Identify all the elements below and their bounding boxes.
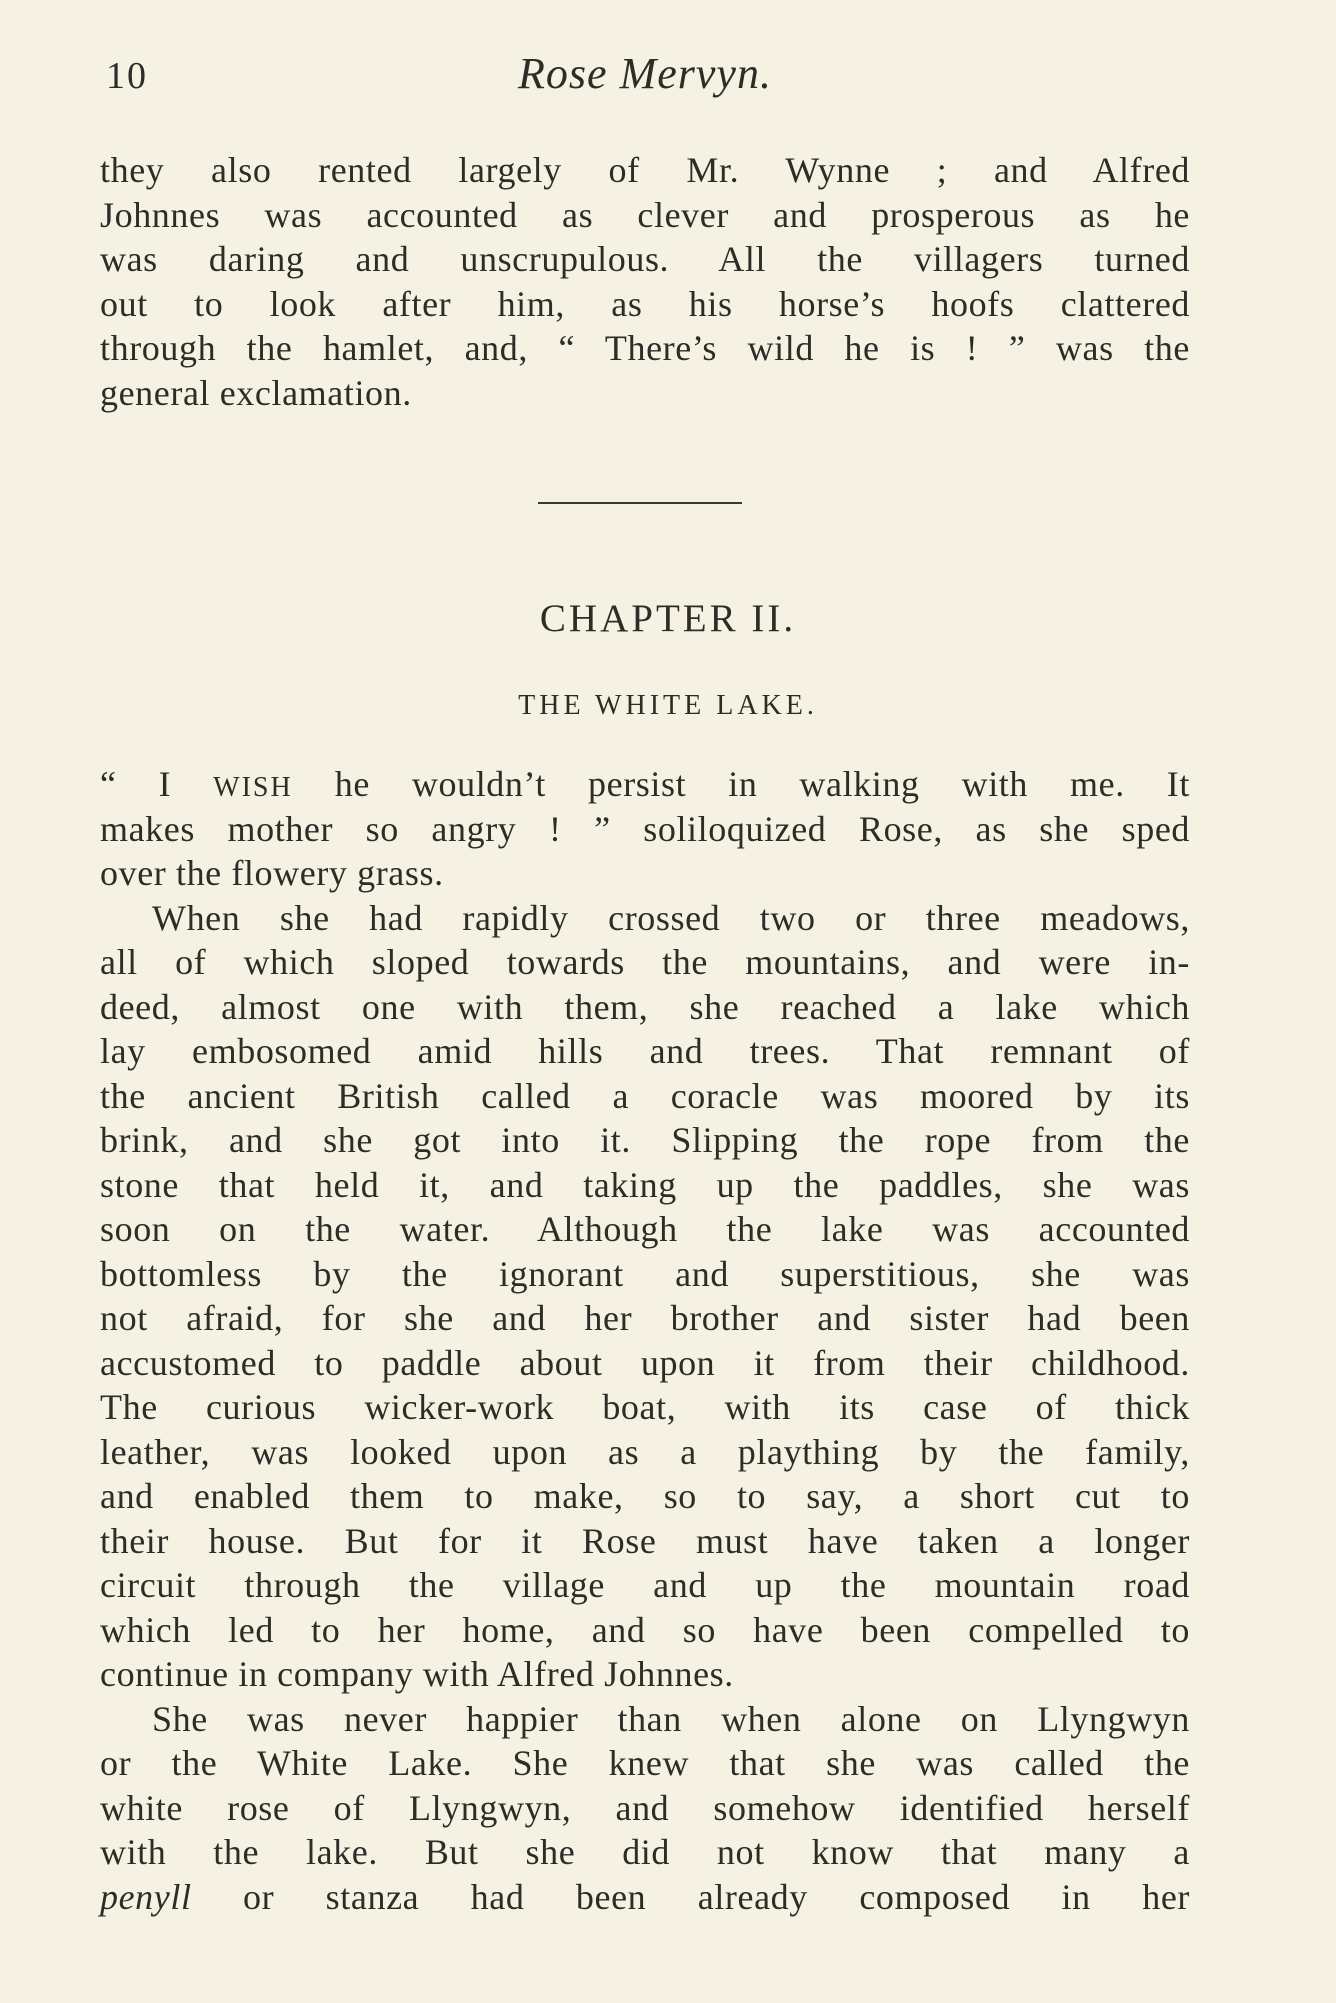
text-line: white rose of Llyngwyn, and somehow identified herself [100, 1787, 1190, 1828]
running-title: Rose Mervyn. [518, 49, 772, 98]
text-line: soon on the water. Although the lake was accounted [100, 1209, 1190, 1249]
text-line: accustomed to paddle about upon it from their childhood. [100, 1342, 1190, 1383]
text-line: When she had rapidly crossed two or three meadows, [152, 897, 1190, 938]
text-line: makes mother so angry ! ” soliloquized Rose, as she sped [100, 808, 1190, 849]
text-line: continue in company with Alfred Johnnes. [100, 1654, 734, 1694]
text-line: deed, almost one with them, she reached a lake which [100, 986, 1190, 1027]
text-line: She was never happier than when alone on Llyngwyn [152, 1698, 1190, 1739]
text-line: the ancient British called a coracle was moored by its [100, 1075, 1190, 1116]
text-line: and enabled them to make, so to say, a short cut to [100, 1476, 1190, 1516]
opening-quote: “ I [100, 764, 214, 804]
text-line: they also rented largely of Mr. Wynne ; and Alfred [100, 150, 1190, 190]
text-line: leather, was looked upon as a plaything by the family, [100, 1431, 1190, 1472]
text-line: not afraid, for she and her brother and sister had been [100, 1298, 1190, 1338]
italic-word: penyll [100, 1876, 192, 1917]
text-line: out to look after him, as his horse’s hoofs clattered [100, 283, 1190, 324]
page-number: 10 [106, 55, 148, 97]
text-line: with the lake. But she did not know that many a [100, 1832, 1190, 1872]
text-line: brink, and she got into it. Slipping the rope from the [100, 1120, 1190, 1160]
chapter-subtitle: THE WHITE LAKE. [518, 690, 818, 721]
text-line: circuit through the village and up the mountain road [100, 1565, 1190, 1605]
final-rest: or stanza had been already composed in her [191, 1876, 1190, 1917]
text-line: general exclamation. [100, 372, 412, 413]
text-line: The curious wicker-work boat, with its case of thick [100, 1387, 1190, 1427]
section-divider [538, 502, 742, 504]
text-line: bottomless by the ignorant and superstitious, she was [100, 1253, 1190, 1294]
text-line: all of which sloped towards the mountains, and were in- [100, 942, 1190, 982]
text-line: their house. But for it Rose must have taken a longer [100, 1520, 1190, 1561]
opening-rest: he wouldn’t persist in walking with me. It [292, 764, 1190, 804]
text-line: Johnnes was accounted as clever and prosperous as he [100, 194, 1190, 235]
text-line: over the flowery grass. [100, 853, 444, 893]
page-header [100, 48, 1190, 108]
smallcaps-word: WISH [213, 772, 293, 803]
text-line: which led to her home, and so have been compelled to [100, 1609, 1190, 1650]
text-line-final [100, 1875, 1190, 1920]
text-line-opening [100, 762, 1190, 807]
text-line: was daring and unscrupulous. All the villagers turned [100, 239, 1190, 279]
chapter-body [100, 762, 1190, 1919]
text-line: or the White Lake. She knew that she was called the [100, 1743, 1190, 1783]
text-line: lay embosomed amid hills and trees. That remnant of [100, 1031, 1190, 1071]
text-line: stone that held it, and taking up the paddles, she was [100, 1164, 1190, 1205]
chapter-title: CHAPTER II. [539, 597, 797, 640]
paragraph-continuation [100, 148, 1190, 415]
text-line: through the hamlet, and, “ There’s wild he is ! ” was the [100, 328, 1190, 368]
